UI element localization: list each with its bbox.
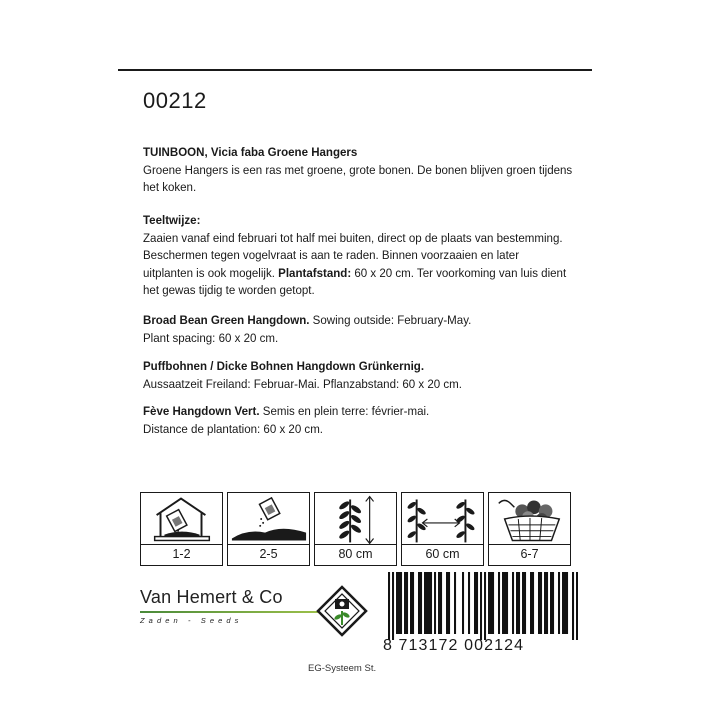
barcode-bar	[412, 572, 414, 634]
plant-spacing-box	[401, 492, 484, 566]
brand-name: Van Hemert & Co	[140, 587, 283, 607]
barcode-bar	[546, 572, 548, 634]
product-code: 00212	[143, 88, 207, 113]
german-sowing: Aussaatzeit Freiland: Februar-Mai. Pflanzabstand: 60 x 20 cm.	[143, 376, 462, 391]
barcode-bar	[490, 572, 492, 634]
icon-label: 80 cm	[315, 544, 396, 565]
barcode-bar	[446, 572, 448, 634]
plant-spacing-label: Plantafstand:	[278, 265, 352, 280]
english-section	[143, 312, 580, 347]
barcode-bar	[516, 572, 518, 634]
description-title: TUINBOON, Vicia faba Groene Hangers	[143, 145, 358, 159]
plant-height-box	[314, 492, 397, 566]
barcode-bar	[424, 572, 426, 634]
harvest-basket-icon	[489, 493, 570, 545]
barcode-bar	[558, 572, 560, 634]
english-spacing: Plant spacing: 60 x 20 cm.	[143, 330, 279, 345]
english-sowing: Sowing outside: February-May.	[312, 313, 472, 327]
barcode-bar	[430, 572, 432, 634]
barcode-bar	[544, 572, 546, 634]
top-rule	[118, 69, 592, 71]
barcode-bar	[404, 572, 406, 634]
barcode-bar	[530, 572, 532, 634]
barcode-bar	[398, 572, 400, 634]
barcode-bar	[396, 572, 398, 634]
barcode-bar	[440, 572, 442, 634]
barcode-bar	[388, 572, 390, 640]
barcode-bar	[484, 572, 486, 640]
brand-underline	[140, 611, 320, 613]
barcode-bar	[468, 572, 470, 634]
cultivation-section	[143, 212, 580, 300]
cultivation-line: het gewas tijdig te worden getopt.	[143, 283, 315, 297]
german-title: Puffbohnen / Dicke Bohnen Hangdown Grünkernig.	[143, 359, 425, 373]
barcode-bar	[522, 572, 524, 634]
barcode-bar	[492, 572, 494, 634]
barcode	[388, 572, 578, 640]
barcode-bar	[400, 572, 402, 634]
barcode-bar	[532, 572, 534, 634]
barcode-bar	[504, 572, 506, 634]
plant-spacing-icon	[402, 493, 483, 545]
barcode-bar	[566, 572, 568, 634]
barcode-bar	[538, 572, 540, 634]
brand	[140, 587, 325, 625]
barcode-bar	[506, 572, 508, 634]
barcode-bar	[550, 572, 552, 634]
cultivation-line: uitplanten is ook mogelijk.	[143, 265, 275, 280]
barcode-bar	[438, 572, 440, 634]
barcode-bar	[552, 572, 554, 634]
cultivation-heading: Teeltwijze:	[143, 213, 201, 227]
brand-tagline: Zaden - Seeds	[140, 616, 243, 625]
cultivation-line: 60 x 20 cm. Ter voorkoming van luis dient	[354, 265, 567, 280]
harvest-basket-box	[488, 492, 571, 566]
cultivation-line: Zaaien vanaf eind februari tot half mei buiten, direct op de plaats van bestemming.	[143, 230, 563, 245]
barcode-bar	[488, 572, 490, 634]
barcode-bar	[518, 572, 520, 634]
french-section	[143, 403, 580, 438]
barcode-bar	[420, 572, 422, 634]
barcode-bar	[418, 572, 420, 634]
barcode-bar	[434, 572, 436, 634]
outdoor-sowing-icon	[228, 493, 309, 545]
german-section	[143, 358, 580, 393]
description-line: het koken.	[143, 180, 197, 194]
dutch-description	[143, 144, 580, 197]
barcode-bar	[562, 572, 564, 634]
barcode-bar	[524, 572, 526, 634]
barcode-bar	[480, 572, 482, 640]
icon-label: 2-5	[228, 544, 309, 565]
barcode-bar	[428, 572, 430, 634]
barcode-bar	[564, 572, 566, 634]
barcode-digits: 8 713172 002124	[383, 637, 525, 654]
french-spacing: Distance de plantation: 60 x 20 cm.	[143, 421, 323, 436]
barcode-bar	[512, 572, 514, 634]
outdoor-sowing-box	[227, 492, 310, 566]
barcode-bar	[406, 572, 408, 634]
barcode-bar	[540, 572, 542, 634]
english-title: Broad Bean Green Hangdown.	[143, 313, 310, 327]
barcode-bar	[572, 572, 574, 640]
brand-logo-icon	[316, 585, 368, 637]
barcode-bar	[576, 572, 578, 640]
footer-text: EG-Systeem St.	[308, 663, 377, 674]
cultivation-icons	[140, 492, 571, 566]
barcode-bar	[474, 572, 476, 634]
icon-label: 6-7	[489, 544, 570, 565]
greenhouse-sowing-icon	[141, 493, 222, 545]
icon-label: 60 cm	[402, 544, 483, 565]
french-sowing: Semis en plein terre: février-mai.	[262, 404, 430, 418]
barcode-bar	[448, 572, 450, 634]
greenhouse-sowing-box	[140, 492, 223, 566]
barcode-bar	[476, 572, 478, 634]
french-title: Fève Hangdown Vert.	[143, 404, 260, 418]
barcode-bar	[410, 572, 412, 634]
barcode-bar	[498, 572, 500, 634]
icon-label: 1-2	[141, 544, 222, 565]
plant-height-icon	[315, 493, 396, 545]
description-line: Groene Hangers is een ras met groene, grote bonen. De bonen blijven groen tijdens	[143, 162, 573, 177]
barcode-bar	[502, 572, 504, 634]
barcode-bar	[462, 572, 464, 634]
barcode-bar	[454, 572, 456, 634]
cultivation-line: Beschermen tegen vogelvraat is aan te raden. Binnen voorzaaien en later	[143, 248, 520, 262]
barcode-bar	[392, 572, 394, 640]
barcode-bar	[426, 572, 428, 634]
